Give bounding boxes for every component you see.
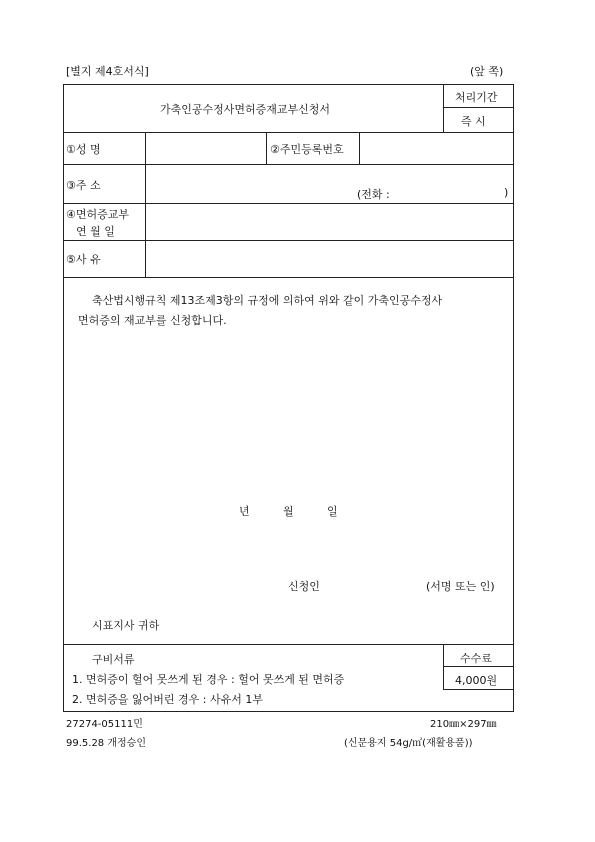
applicant-label: 신청인 [288, 580, 320, 593]
required-document-item: 1. 면허증이 헐어 못쓰게 된 경우 : 헐어 못쓰게 된 면허증 [72, 673, 345, 686]
form-title: 가축인공수정사면허증재교부신청서 [160, 103, 331, 116]
approval-note: 99.5.28 개정승인 [66, 738, 146, 749]
fee-value: 4,000원 [455, 674, 498, 687]
divider [63, 203, 514, 204]
divider [63, 164, 514, 165]
paper-size: 210㎜×297㎜ [430, 719, 497, 730]
name-label: ①성 명 [66, 143, 101, 156]
recipient-label: 시표지사 귀하 [92, 619, 160, 632]
date-day-label: 일 [327, 505, 338, 518]
paper-spec: (신문용지 54g/㎡(재활용품)) [344, 738, 473, 749]
address-label: ③주 소 [66, 179, 101, 192]
form-code: 27274-05111민 [66, 719, 143, 730]
divider [359, 132, 360, 164]
required-document-item: 2. 면허증을 잃어버린 경우 : 사유서 1부 [72, 693, 263, 706]
divider [266, 132, 267, 164]
processing-period-label: 처리기간 [455, 91, 498, 104]
date-month-label: 월 [283, 505, 294, 518]
divider [443, 689, 514, 690]
resident-number-field[interactable] [364, 141, 510, 157]
signature-label: (서명 또는 인) [426, 580, 495, 593]
page-side-label: (앞 쪽) [470, 65, 504, 78]
divider [443, 84, 444, 132]
phone-close-paren: ) [504, 186, 509, 199]
reason-label: ⑤사 유 [66, 253, 101, 266]
divider [63, 644, 514, 645]
statement-line-1: 축산법시행규칙 제13조제3항의 규정에 의하여 위와 같이 가축인공수정사 [92, 294, 443, 307]
issue-date-label: ④면허증교부 [66, 208, 129, 221]
statement-line-2: 면허증의 재교부를 신청합니다. [78, 314, 227, 327]
resident-number-label: ②주민등록번호 [270, 143, 344, 156]
issue-date-label-line2: 연 월 일 [76, 225, 115, 238]
date-year-label: 년 [239, 505, 250, 518]
fee-label: 수수료 [460, 652, 492, 665]
issue-date-field[interactable] [150, 214, 510, 230]
form-number-label: [별지 제4호서식] [66, 65, 149, 78]
divider [443, 644, 444, 689]
name-field[interactable] [150, 141, 262, 157]
address-field[interactable] [150, 168, 510, 184]
phone-field[interactable] [400, 186, 500, 200]
divider [63, 240, 514, 241]
divider [145, 132, 146, 277]
divider [63, 132, 514, 133]
divider [443, 107, 514, 108]
processing-period-value: 즉 시 [461, 115, 486, 128]
divider [443, 666, 514, 667]
required-documents-heading: 구비서류 [92, 653, 135, 666]
phone-label: (전화 : [357, 188, 390, 201]
reason-field[interactable] [150, 251, 510, 267]
divider [63, 277, 514, 278]
